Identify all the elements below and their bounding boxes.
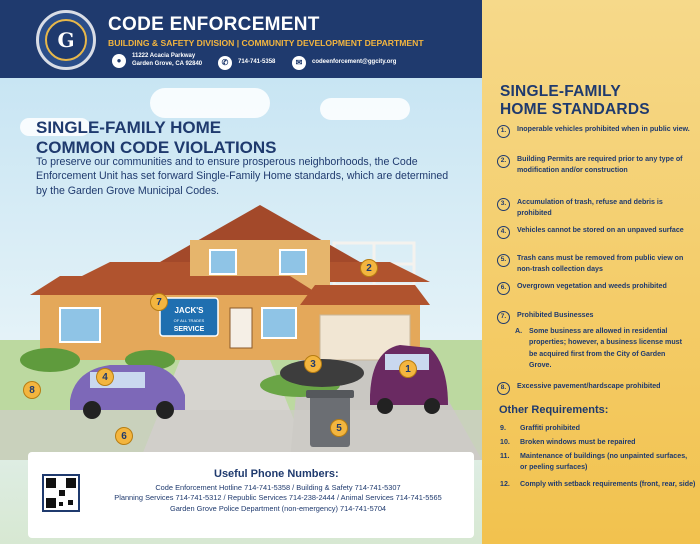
standard-number: 7.	[497, 311, 510, 324]
front-door	[230, 308, 252, 348]
standard-text: Inoperable vehicles prohibited when in public view.	[517, 125, 690, 133]
badge-6: 6	[115, 427, 133, 445]
phones-title: Useful Phone Numbers:	[214, 468, 339, 480]
main-title	[36, 118, 277, 157]
garage-roof	[300, 285, 430, 305]
scan-label: SCAN TO SUBMIT A REQUEST FOR SERVICE	[34, 453, 116, 466]
subitem-letter: A.	[515, 327, 523, 335]
badge-2: 2	[360, 259, 378, 277]
other-text: Graffiti prohibited	[520, 424, 580, 432]
standard-number: 4.	[497, 226, 510, 239]
standard-text: Accumulation of trash, refuse and debris is prohibited	[517, 198, 663, 218]
standard-text: Prohibited Businesses	[517, 311, 594, 319]
standard-number: 8.	[497, 382, 510, 395]
standards-title-line2: HOME STANDARDS	[500, 101, 650, 119]
subitem-text: Some business are allowed in residential properties; however, a business license must be acquired first from the City of Garden Grove.	[529, 327, 682, 370]
badge-3: 3	[304, 355, 322, 373]
badge-7: 7	[150, 293, 168, 311]
qr-code[interactable]	[42, 474, 80, 512]
intro-paragraph: To preserve our communities and to ensure prosperous neighborhoods, the Code Enforcement Unit has set forward Single-Family Home standards, which are determined by the Garden Grove Municipal Codes.	[36, 156, 449, 197]
standards-title-line1: SINGLE-FAMILY	[500, 83, 621, 100]
location-pin-icon: ●	[112, 54, 126, 68]
phone-list	[92, 483, 464, 514]
standard-text: Building Permits are required prior to any type of modification and/or construction	[517, 155, 683, 175]
sign-line1: JACK'S	[174, 306, 204, 315]
standard-number: 6.	[497, 282, 510, 295]
sign-line3: SERVICE	[173, 326, 205, 333]
header-subtitle: BUILDING & SAFETY DIVISION | COMMUNITY DEVELOPMENT DEPARTMENT	[108, 38, 424, 48]
porch-roof	[30, 276, 320, 295]
other-number: 9.	[500, 424, 506, 432]
window	[280, 250, 306, 274]
badge-8: 8	[23, 381, 41, 399]
phones-line3: Garden Grove Police Department (non-emergency) 714-741-5704	[169, 503, 387, 513]
other-number: 11.	[500, 452, 510, 460]
trash-can	[306, 390, 354, 447]
window	[262, 308, 296, 338]
other-text: Comply with setback requirements (front, rear, side)	[520, 480, 696, 488]
logo-letter: G	[45, 19, 87, 61]
window	[60, 308, 100, 342]
standards-title	[500, 83, 650, 120]
sign-line2: OF ALL TRADES	[173, 318, 205, 323]
phone-icon: ✆	[218, 56, 232, 70]
main-title-line2: COMMON CODE VIOLATIONS	[36, 137, 277, 157]
standard-number: 5.	[497, 254, 510, 267]
header-email[interactable]: codeenforcement@ggcity.org	[312, 59, 397, 66]
standard-number: 3.	[497, 198, 510, 211]
other-requirements-title: Other Requirements:	[499, 404, 609, 416]
badge-4: 4	[96, 368, 114, 386]
other-text: Broken windows must be repaired	[520, 438, 636, 446]
address-line1: 11222 Acacia Parkway	[132, 53, 196, 59]
trash-pile	[280, 359, 364, 387]
header-title: CODE ENFORCEMENT	[108, 14, 320, 35]
standard-number: 2.	[497, 155, 510, 168]
phones-line2: Planning Services 714-741-5312 / Republic Services 714-238-2444 / Animal Services 714-741-5565	[114, 493, 442, 503]
main-title-line1: SINGLE-FAMILY HOME	[36, 118, 222, 137]
header-phone: 714-741-5358	[238, 59, 276, 66]
standard-number: 1.	[497, 125, 510, 138]
standard-text: Trash cans must be removed from public view on non-trash collection days	[517, 254, 684, 274]
standard-text: Vehicles cannot be stored on an unpaved surface	[517, 226, 684, 234]
email-icon: ✉	[292, 56, 306, 70]
phones-line1: Code Enforcement Hotline 714-741-5358 / Building & Safety 714-741-5307	[155, 483, 401, 492]
standard-text: Overgrown vegetation and weeds prohibited	[517, 282, 667, 290]
badge-5: 5	[330, 419, 348, 437]
address-line2: Garden Grove, CA 92840	[132, 60, 203, 67]
standard-text: Excessive pavement/hardscape prohibited	[517, 382, 661, 390]
bush	[20, 348, 80, 372]
badge-1: 1	[399, 360, 417, 378]
other-text: Maintenance of buildings (no unpainted surfaces, or peeling surfaces)	[520, 452, 688, 472]
other-number: 12.	[500, 480, 510, 488]
window	[210, 250, 236, 274]
other-number: 10.	[500, 438, 510, 446]
